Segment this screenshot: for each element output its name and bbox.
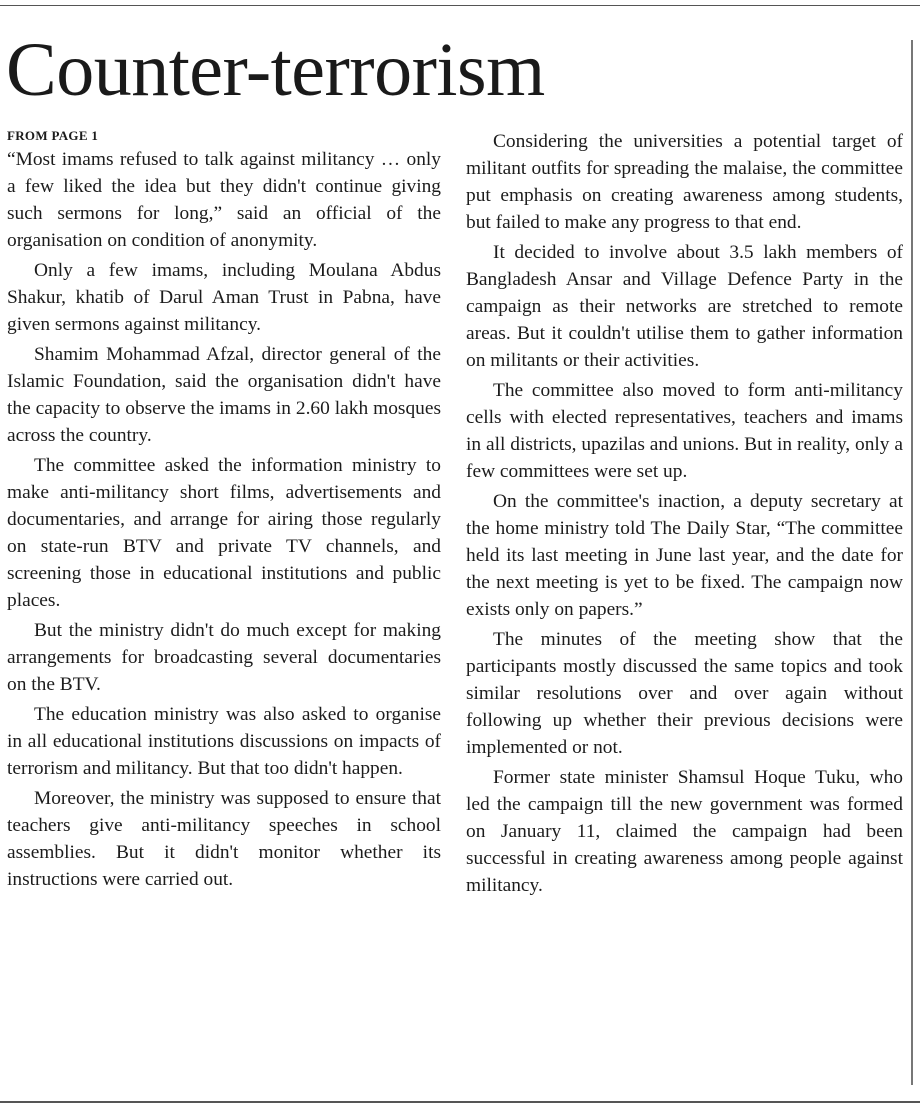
paragraph: The committee asked the information ministry to make anti-militancy short films, advertisements and documentaries, and arrange for airing those regularly on state-run BTV and private TV channels, and screening those in educational institutions and public places. xyxy=(7,455,441,611)
article-column-left xyxy=(7,126,441,896)
paragraph: Former state minister Shamsul Hoque Tuku, who led the campaign till the new government was formed on January 11, claimed the campaign had been successful in creating awareness among people against militancy. xyxy=(466,767,903,896)
paragraph: The education ministry was also asked to organise in all educational institutions discussions on impacts of terrorism and militancy. But that too didn't happen. xyxy=(7,704,441,779)
headline: Counter-terrorism xyxy=(6,28,545,112)
paragraph: Only a few imams, including Moulana Abdus Shakur, khatib of Darul Aman Trust in Pabna, have given sermons against militancy. xyxy=(7,260,441,335)
paragraph: Shamim Mohammad Afzal, director general of the Islamic Foundation, said the organisation didn't have the capacity to observe the imams in 2.60 lakh mosques across the country. xyxy=(7,344,441,446)
paragraph: “Most imams refused to talk against militancy … only a few liked the idea but they didn't continue giving such sermons for long,” said an official of the organisation on condition of anonymity. xyxy=(7,149,441,251)
paragraph: It decided to involve about 3.5 lakh members of Bangladesh Ansar and Village Defence Party in the campaign as their networks are stretched to remote areas. But it couldn't utilise them to gather information on militants or their activities. xyxy=(466,242,903,371)
continuation-kicker: FROM PAGE 1 xyxy=(7,128,99,143)
paragraph: The minutes of the meeting show that the participants mostly discussed the same topics and took similar resolutions over and over again without following up whether their previous decisions were implemented or not. xyxy=(466,629,903,758)
top-rule xyxy=(0,5,920,6)
paragraph: Moreover, the ministry was supposed to ensure that teachers give anti-militancy speeches in school assemblies. But it didn't monitor whether its instructions were carried out. xyxy=(7,788,441,890)
article-column-right xyxy=(466,128,903,902)
paragraph: On the committee's inaction, a deputy secretary at the home ministry told The Daily Star, “The committee held its last meeting in June last year, and the date for the next meeting is yet to be fixed. The campaign now exists only on papers.” xyxy=(466,491,903,620)
paragraph: But the ministry didn't do much except for making arrangements for broadcasting several documentaries on the BTV. xyxy=(7,620,441,695)
paragraph: Considering the universities a potential target of militant outfits for spreading the malaise, the committee put emphasis on creating awareness among students, but failed to make any progress to that end. xyxy=(466,131,903,233)
bottom-rule xyxy=(0,1101,920,1103)
right-column-rule xyxy=(911,40,913,1085)
paragraph: The committee also moved to form anti-militancy cells with elected representatives, teachers and imams in all districts, upazilas and unions. But in reality, only a few committees were set up. xyxy=(466,380,903,482)
